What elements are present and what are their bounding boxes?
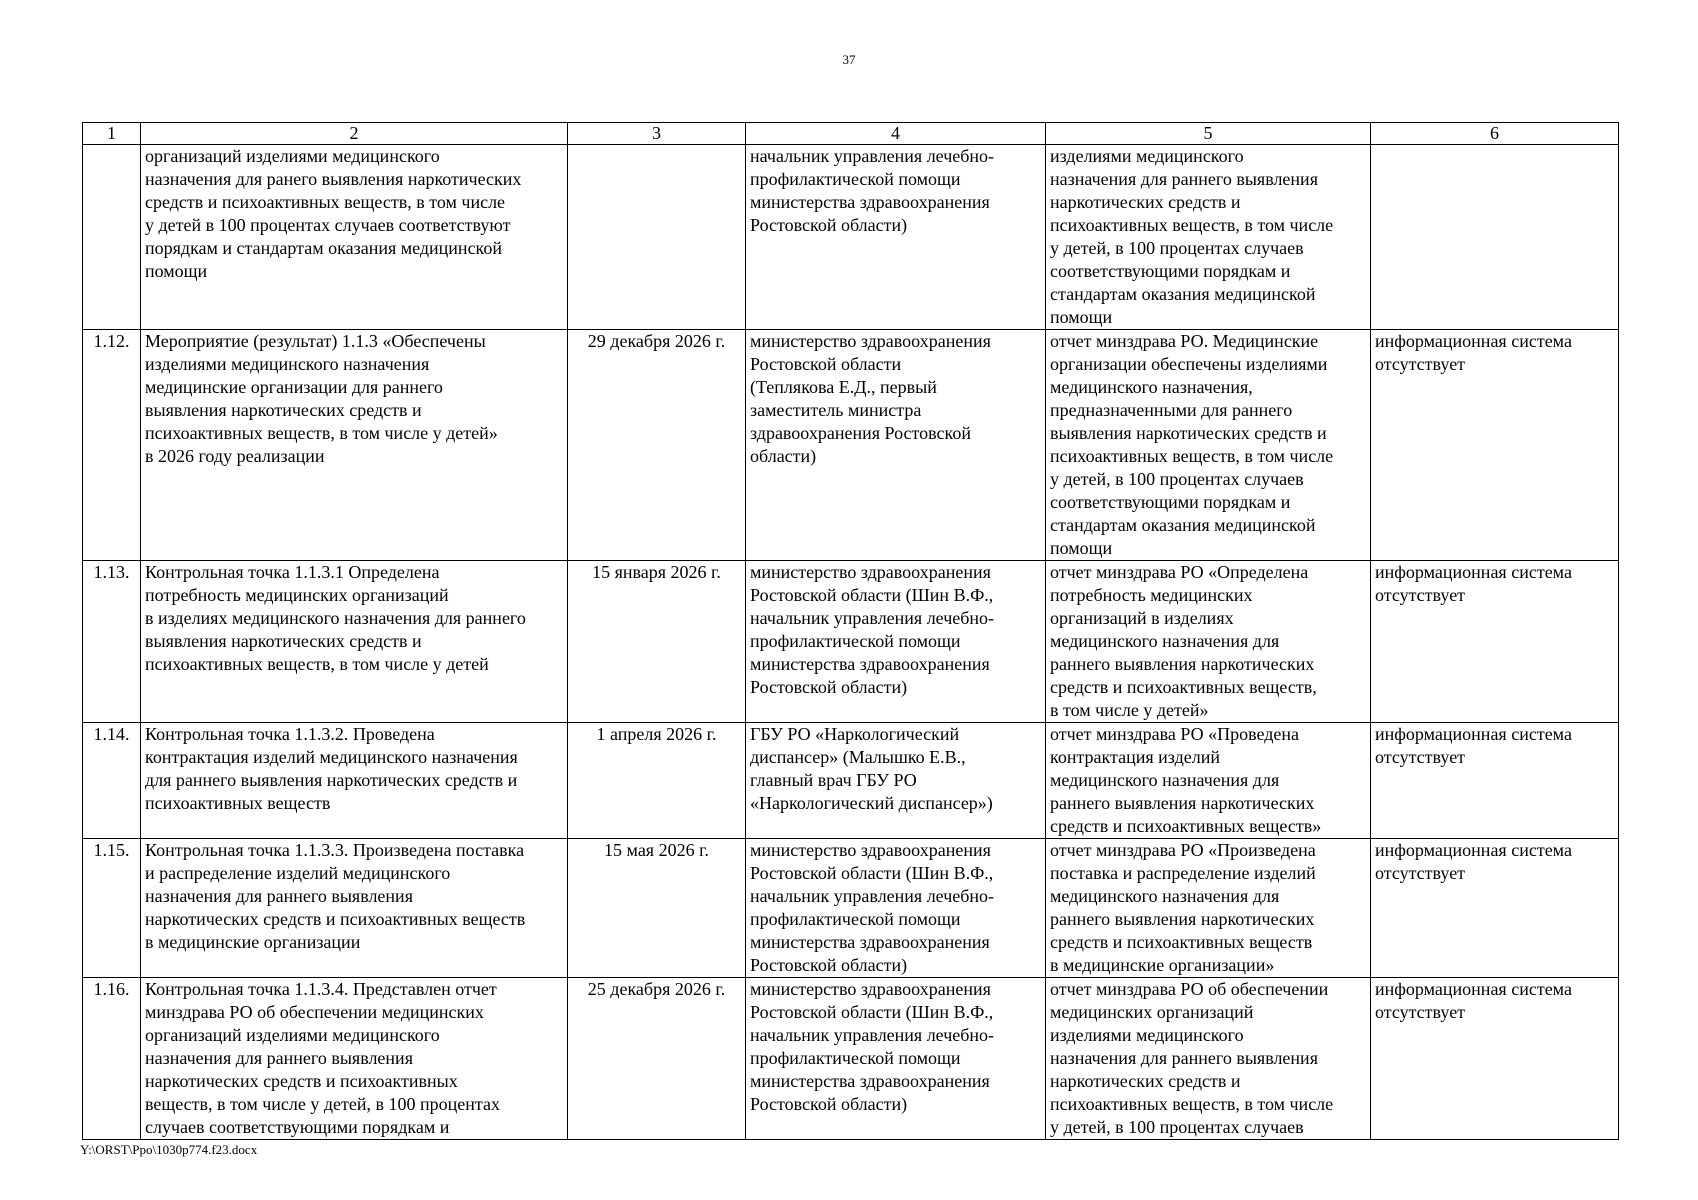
row-description: Мероприятие (результат) 1.1.3 «Обеспечены изделиями медицинского назначения медицинские организации для раннего выявления наркотических средств и психоактивных веществ, в том числе у детей» в 2026 году реализации [141, 330, 568, 561]
plan-table [82, 122, 1619, 1140]
row-system: информационная система отсутствует [1371, 723, 1619, 839]
table-row [83, 145, 1619, 330]
column-header: 3 [568, 123, 746, 145]
row-result: отчет минздрава РО «Определена потребность медицинских организаций в изделиях медицинского назначения для раннего выявления наркотических средств и психоактивных веществ, в том числе у детей» [1046, 561, 1371, 723]
row-description: организаций изделиями медицинского назначения для ранего выявления наркотических средств и психоактивных веществ, в том числе у детей в 100 процентах случаев соответствуют порядкам и стандартам оказания медицинской помощи [141, 145, 568, 330]
row-date: 1 апреля 2026 г. [568, 723, 746, 839]
row-system: информационная система отсутствует [1371, 978, 1619, 1140]
column-header: 2 [141, 123, 568, 145]
row-responsible: министерство здравоохранения Ростовской области (Шин В.Ф., начальник управления лечебно- профилактической помощи министерства здравоохранения Ростовской области) [746, 839, 1046, 978]
column-header: 5 [1046, 123, 1371, 145]
row-number [83, 145, 141, 330]
table-row [83, 839, 1619, 978]
row-result: отчет минздрава РО «Проведена контрактация изделий медицинского назначения для раннего выявления наркотических средств и психоактивных веществ» [1046, 723, 1371, 839]
row-result: отчет минздрава РО об обеспечении медицинских организаций изделиями медицинского назначения для раннего выявления наркотических средств и психоактивных веществ, в том числе у детей, в 100 процентах случаев [1046, 978, 1371, 1140]
row-responsible: министерство здравоохранения Ростовской области (Шин В.Ф., начальник управления лечебно- профилактической помощи министерства здравоохранения Ростовской области) [746, 561, 1046, 723]
row-result: отчет минздрава РО. Медицинские организации обеспечены изделиями медицинского назначения, предназначенными для раннего выявления наркотических средств и психоактивных веществ, в том числе у детей, в 100 процентах случаев соответствующими порядкам и стандартам оказания медицинской помощи [1046, 330, 1371, 561]
row-number: 1.15. [83, 839, 141, 978]
row-system: информационная система отсутствует [1371, 839, 1619, 978]
row-number: 1.16. [83, 978, 141, 1140]
row-responsible: начальник управления лечебно- профилактической помощи министерства здравоохранения Ростовской области) [746, 145, 1046, 330]
row-system: информационная система отсутствует [1371, 330, 1619, 561]
table-row [83, 723, 1619, 839]
row-result: отчет минздрава РО «Произведена поставка и распределение изделий медицинского назначения для раннего выявления наркотических средств и психоактивных веществ в медицинские организации» [1046, 839, 1371, 978]
row-date: 25 декабря 2026 г. [568, 978, 746, 1140]
row-system [1371, 145, 1619, 330]
row-responsible: министерство здравоохранения Ростовской области (Теплякова Е.Д., первый заместитель министра здравоохранения Ростовской области) [746, 330, 1046, 561]
column-header: 4 [746, 123, 1046, 145]
row-responsible: ГБУ РО «Наркологический диспансер» (Малышко Е.В., главный врач ГБУ РО «Наркологический диспансер») [746, 723, 1046, 839]
table-row [83, 978, 1619, 1140]
column-header: 6 [1371, 123, 1619, 145]
table-header-row [83, 123, 1619, 145]
row-system: информационная система отсутствует [1371, 561, 1619, 723]
row-description: Контрольная точка 1.1.3.3. Произведена поставка и распределение изделий медицинского назначения для раннего выявления наркотических средств и психоактивных веществ в медицинские организации [141, 839, 568, 978]
row-date: 15 мая 2026 г. [568, 839, 746, 978]
file-path: Y:\ORST\Ppo\1030p774.f23.docx [80, 1142, 258, 1157]
table-row [83, 330, 1619, 561]
row-responsible: министерство здравоохранения Ростовской области (Шин В.Ф., начальник управления лечебно- профилактической помощи министерства здравоохранения Ростовской области) [746, 978, 1046, 1140]
page-number: 37 [842, 52, 856, 67]
row-description: Контрольная точка 1.1.3.4. Представлен отчет минздрава РО об обеспечении медицинских организаций изделиями медицинского назначения для раннего выявления наркотических средств и психоактивных веществ, в том числе у детей, в 100 процентах случаев соответствующими порядкам и [141, 978, 568, 1140]
table-row [83, 561, 1619, 723]
row-date [568, 145, 746, 330]
row-description: Контрольная точка 1.1.3.1 Определена потребность медицинских организаций в изделиях медицинского назначения для раннего выявления наркотических средств и психоактивных веществ, в том числе у детей [141, 561, 568, 723]
row-number: 1.14. [83, 723, 141, 839]
row-number: 1.12. [83, 330, 141, 561]
column-header: 1 [83, 123, 141, 145]
row-number: 1.13. [83, 561, 141, 723]
row-description: Контрольная точка 1.1.3.2. Проведена контрактация изделий медицинского назначения для раннего выявления наркотических средств и психоактивных веществ [141, 723, 568, 839]
row-date: 29 декабря 2026 г. [568, 330, 746, 561]
row-date: 15 января 2026 г. [568, 561, 746, 723]
row-result: изделиями медицинского назначения для раннего выявления наркотических средств и психоактивных веществ, в том числе у детей, в 100 процентах случаев соответствующими порядкам и стандартам оказания медицинской помощи [1046, 145, 1371, 330]
